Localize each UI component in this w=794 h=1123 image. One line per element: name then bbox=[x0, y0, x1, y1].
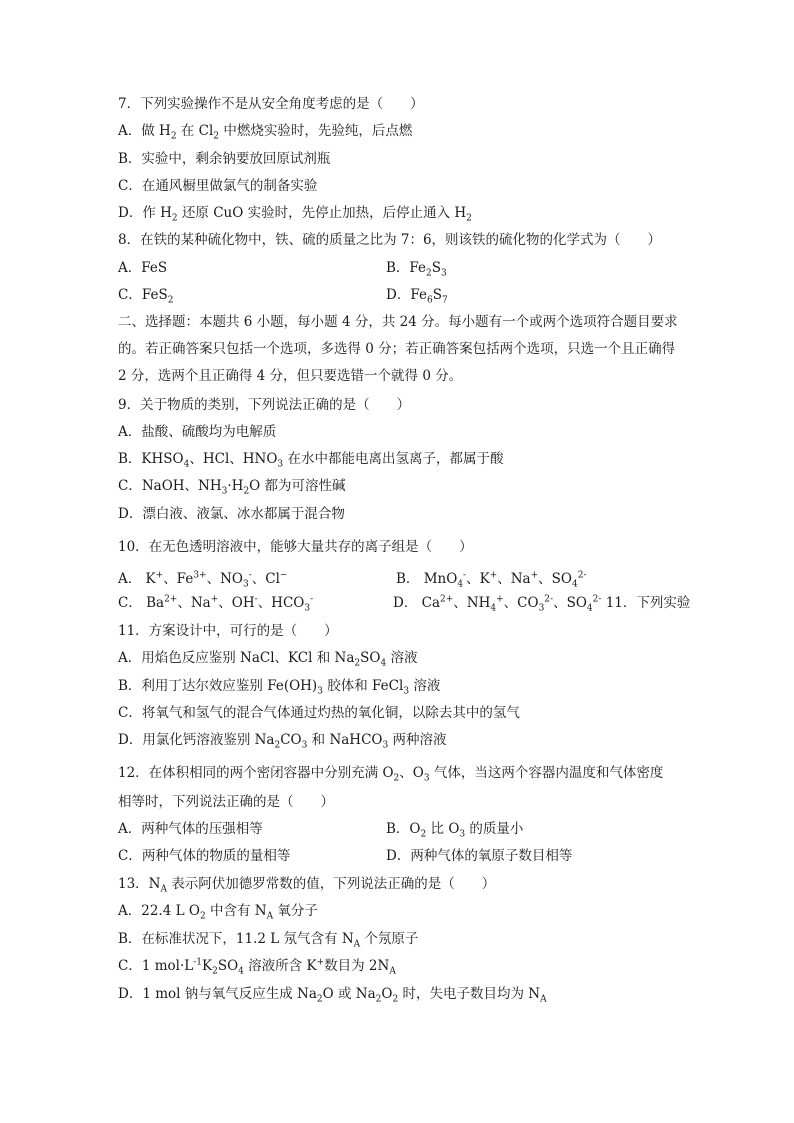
q9-option-a: A．盐酸、硫酸均为电解质 bbox=[118, 424, 277, 440]
q8-option-a: A．FeS bbox=[118, 260, 168, 276]
q12-option-a: A．两种气体的压强相等 bbox=[118, 821, 263, 837]
q10-option-c: C． $Ba^{2+}$、Na+、OH-、$HCO_3^-$ bbox=[118, 594, 314, 614]
q8-option-c: C．FeS$_2$ bbox=[118, 287, 174, 306]
q8-option-b: B．$Fe_2S_3$ bbox=[386, 260, 447, 279]
q11-option-d: D．用氯化钙溶液鉴别 $Na_2CO_3$ 和 NaHCO$_3$ 两种溶液 bbox=[118, 732, 447, 751]
q7-option-c: C．在通风橱里做氯气的制备实验 bbox=[118, 178, 318, 194]
q11-option-a: A．用焰色反应鉴别 NaCl、KCl 和 $Na_2SO_4$ 溶液 bbox=[118, 650, 418, 669]
q8-stem: 8．在铁的某种硫化物中，铁、硫的质量之比为 7：6，则该铁的硫化物的化学式为（ ） bbox=[118, 232, 662, 248]
q7-stem: 7．下列实验操作不是从安全角度考虑的是（ ） bbox=[118, 96, 424, 112]
q10-option-b: B． MnO$_4$-、K+、Na+、$SO_4^{2-}$ bbox=[396, 570, 587, 590]
q9-option-b: B．$KHSO_4$、HCl、$HNO_3$ 在水中都能电离出氢离子，都属于酸 bbox=[118, 451, 504, 470]
q13-stem: 13．$N_A$ 表示阿伏加德罗常数的值，下列说法正确的是（ ） bbox=[118, 876, 496, 895]
q7-option-d: D．作 $H_2$ 还原 CuO 实验时，先停止加热，后停止通入 $H_2$ bbox=[118, 205, 472, 224]
section-2-instructions: 二、选择题：本题共 6 小题，每小题 4 分，共 24 分。每小题有一个或两个选项符合题目要求的。若正确答案只包括一个选项，多选得 0 分；若正确答案包括两个选项，只选一个且正确得 2 分，选两个且正确得 4 分，但只要选错一个就得 0 分。 bbox=[118, 314, 678, 384]
q13-option-c: C．1 $mol\cdot L^{-1}K_2SO_4$ 溶液所含 K+数目为 $2N_A$ bbox=[118, 957, 396, 977]
q11-option-c: C．将氧气和氢气的混合气体通过灼热的氧化铜，以除去其中的氢气 bbox=[118, 705, 520, 721]
q10-option-d: D． $Ca^{2+}$、$NH_4^+$、$CO_3^{2-}$、$SO_4^{2-}$ 11．下列实验 bbox=[393, 594, 691, 614]
q13-option-a: A．22.4 L $O_2$ 中含有 $N_A$ 氧分子 bbox=[118, 903, 318, 922]
q9-option-c: C．NaOH、$NH_3\cdot H_2O$ 都为可溶性碱 bbox=[118, 478, 346, 497]
q12-option-c: C．两种气体的物质的量相等 bbox=[118, 848, 291, 864]
q12-stem-line1: 12．在体积相同的两个密闭容器中分别充满 $O_2$、$O_3$ 气体，当这两个容器内温度和气体密度 bbox=[118, 765, 664, 784]
q12-option-d: D．两种气体的氧原子数目相等 bbox=[386, 848, 573, 864]
q9-option-d: D．漂白液、液氯、冰水都属于混合物 bbox=[118, 506, 345, 522]
q12-stem-line2: 相等时，下列说法正确的是（ ） bbox=[118, 794, 334, 810]
q12-option-b: B．$O_2$ 比 $O_3$ 的质量小 bbox=[386, 821, 524, 840]
q10-stem: 10．在无色透明溶液中，能够大量共存的离子组是（ ） bbox=[118, 539, 473, 555]
q7-option-b: B．实验中，剩余钠要放回原试剂瓶 bbox=[118, 151, 331, 167]
q11-stem: 11．方案设计中，可行的是（ ） bbox=[118, 623, 338, 639]
q9-stem: 9．关于物质的类别，下列说法正确的是（ ） bbox=[118, 397, 411, 413]
q7-option-a: A．做 $H_2$ 在 $Cl_2$ 中燃烧实验时，先验纯，后点燃 bbox=[118, 123, 413, 142]
q10-option-a: A． K+、$Fe^{3+}$、$NO_3^-$、Cl− bbox=[118, 570, 288, 590]
q13-option-d: D．1 mol 钠与氧气反应生成 $Na_2O$ 或 $Na_2O_2$ 时，失电子数目均为 $N_A$ bbox=[118, 986, 547, 1005]
q8-option-d: D．$Fe_6S_7$ bbox=[386, 287, 448, 306]
q13-option-b: B．在标准状况下，11.2 L 氖气含有 $N_A$ 个氖原子 bbox=[118, 931, 419, 950]
q11-option-b: B．利用丁达尔效应鉴别 $Fe(OH)_3$ 胶体和 FeCl$_3$ 溶液 bbox=[118, 678, 441, 697]
